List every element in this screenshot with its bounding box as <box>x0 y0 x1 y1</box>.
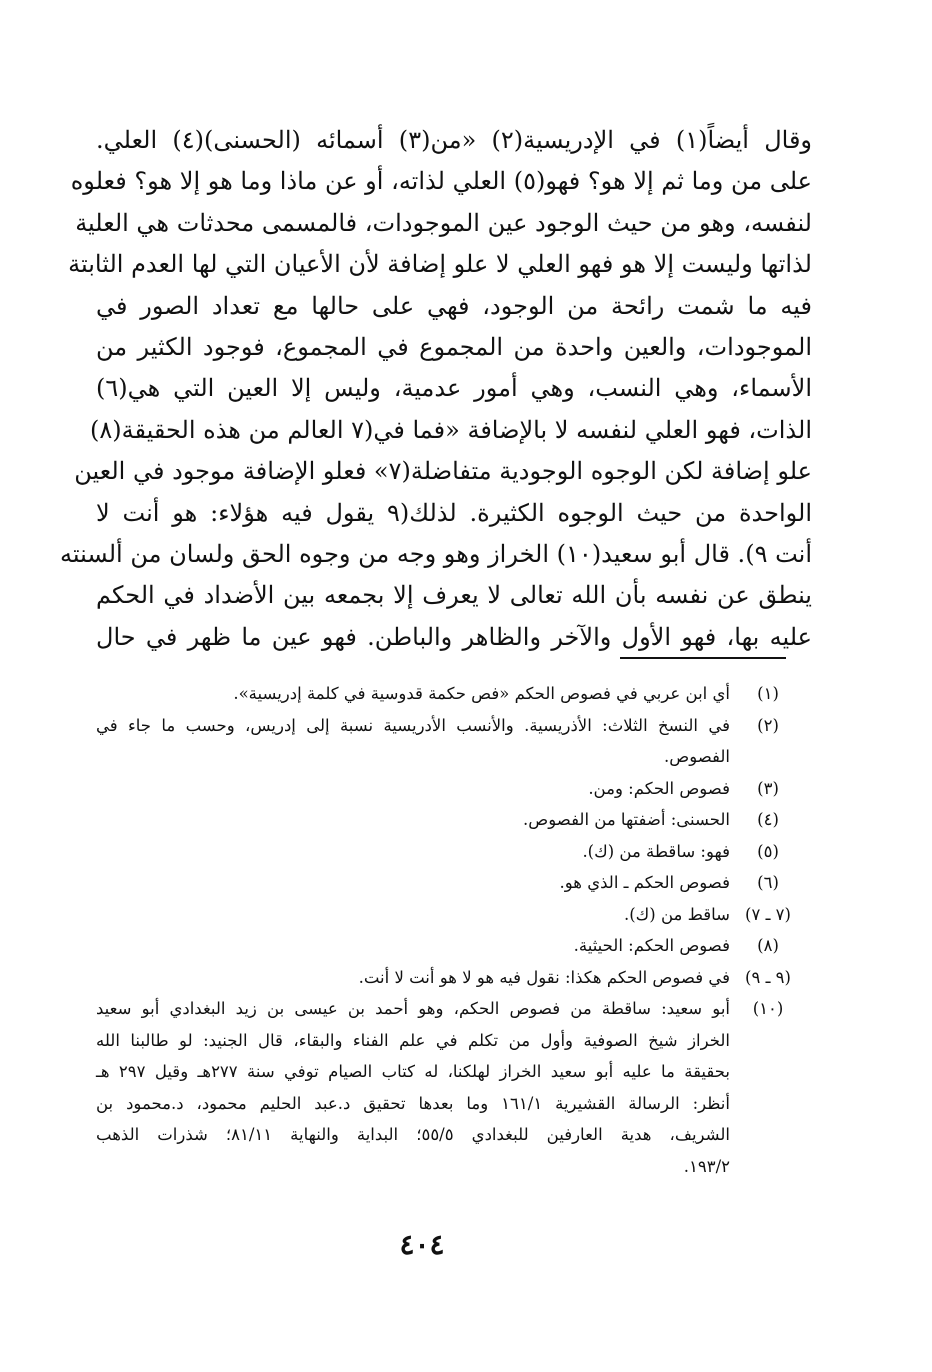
footnote-text: في فصوص الحكم هكذا: نقول فيه هو لا هو أنت لا أنت. <box>358 967 730 987</box>
footnote-text: فصوص الحكم: ومن. <box>588 778 730 798</box>
text-line: ينطق عن نفسه بأن الله تعالى لا يعرف إلا بجمعه بين الأضداد في الحكم <box>96 581 812 610</box>
footnote-text: الخراز شيخ الصوفية وأول من تكلم في علم الفناء والبقاء، قال الجنيد: لو طالبنا الله <box>96 1030 730 1050</box>
footnote <box>96 930 796 962</box>
footnote-number: (٨) <box>757 936 779 955</box>
footnote-number: (٩ ـ ٩) <box>745 967 791 987</box>
text-line: الأسماء، وهي النسب، وهي أمور عدمية، وليس إلا العين التي هي(٦) <box>96 374 812 403</box>
footnotes <box>96 678 796 1182</box>
text-line: الذات، فهو العلي لنفسه لا بالإضافة «فما في(٧ العالم من هذه الحقيقة(٨) <box>90 415 812 444</box>
footnote-text: بحقيقة ما عليه أبو سعيد الخراز لهلكنا، له كتاب الصيام توفي سنة ٢٧٧هـ وقيل ٢٩٧ هـ <box>96 1062 731 1081</box>
footnote-continuation <box>96 1151 796 1183</box>
footnote-number: (٥) <box>757 841 779 861</box>
text-line: عليه بها، فهو الأول والآخر والظاهر والباطن. فهو عين ما ظهر في حال <box>96 622 812 651</box>
footnote-text: أنظر: الرسالة القشيرية ١٦١/١ وما بعدها تحقيق د.عبد الحليم محمود، د.محمود بن <box>96 1093 730 1113</box>
footnote <box>96 773 796 805</box>
footnote <box>96 993 796 1025</box>
text-line: لنفسه، وهو من حيث الوجود عين الموجودات، فالمسمى محدثات هي العلية <box>75 208 812 237</box>
footnote <box>96 962 796 994</box>
footnote-number: (٧ ـ ٧) <box>745 904 791 924</box>
footnote-text: الشريف، هدية العارفين للبغدادي ٥٥/٥؛ البداية والنهاية ٨١/١١؛ شذرات الذهب <box>96 1125 730 1144</box>
footnote-text: ١٩٣/٢. <box>683 1156 730 1176</box>
footnote <box>96 678 796 710</box>
footnote <box>96 867 796 899</box>
footnote-continuation <box>96 1056 796 1088</box>
footnote-number: (١٠) <box>752 999 784 1018</box>
footnote <box>96 804 796 836</box>
footnote-text: في النسخ الثلاث: الأذريسية. والأنسب الأدريسية نسبة إلى إدريس، وحسب ما جاء في <box>96 715 730 735</box>
text-line: الواحدة من حيث الوجوه الكثيرة. لذلك(٩ يقول فيه هؤلاء: هو أنت لا <box>96 498 813 527</box>
text-line: لذاتها وليست إلا هو فهو العلي لا علو إضافة لأن الأعيان التي لها العدم الثابتة <box>68 250 812 279</box>
footnote-number: (٢) <box>757 715 779 735</box>
footnote-text: أي ابن عربي في فصوص الحكم «فص حكمة قدوسية في كلمة إدريسية». <box>233 684 730 703</box>
main-text <box>59 120 813 658</box>
footnote-continuation <box>96 741 796 773</box>
footnote-number: (٣) <box>757 778 779 798</box>
footnote-text: فصوص الحكم ـ الذي هو. <box>559 873 730 892</box>
footnote-continuation <box>96 1119 796 1151</box>
footnote <box>96 836 796 868</box>
text-line: وقال أيضاً(١) في الإدريسية(٢) «من(٣) أسمائه (الحسنى)(٤) العلي. <box>96 126 813 154</box>
footnote-separator <box>620 657 786 659</box>
footnote-number: (٤) <box>757 810 779 829</box>
text-line: الموجودات، والعين واحدة من المجموع في المجموع، فوجود الكثير من <box>96 332 812 361</box>
text-line: علو إضافة لكن الوجوه الوجودية متفاضلة(٧» فعلو الإضافة موجود في العين <box>74 457 812 486</box>
footnote-text: فصوص الحكم: الحيثية. <box>573 936 730 955</box>
footnote-text: الفصوص. <box>664 747 730 766</box>
footnote-continuation <box>96 1025 796 1057</box>
footnote-number: (١) <box>757 684 779 703</box>
text-line: على من وما ثم إلا هو؟ فهو(٥) العلي لذاته، أو عن ماذا وما هو إلا هو؟ فعلوه <box>70 167 812 196</box>
page-number: ٤٠٤ <box>399 1228 445 1261</box>
footnote-text: ساقط من (ك). <box>623 904 730 924</box>
footnote-text: فهو: ساقطة من (ك). <box>582 841 730 861</box>
text-line: فيه ما شمت رائحة من الوجود، فهي على حالها مع تعداد الصور في <box>96 291 812 320</box>
footnote-text: أبو سعيد: ساقطة من فصوص الحكم، وهو أحمد بن عيسى بن زيد البغدادي أبو سعيد <box>96 999 730 1018</box>
footnote-text: الحسنى: أضفتها من الفصوص. <box>523 810 730 829</box>
footnote-number: (٦) <box>757 873 779 892</box>
text-line: أنت ٩). قال أبو سعيد(١٠) الخراز وهو وجه من وجوه الحق ولسان من ألسنته <box>59 539 812 568</box>
footnote <box>96 710 796 742</box>
footnote <box>96 899 796 931</box>
footnote-continuation <box>96 1088 796 1120</box>
